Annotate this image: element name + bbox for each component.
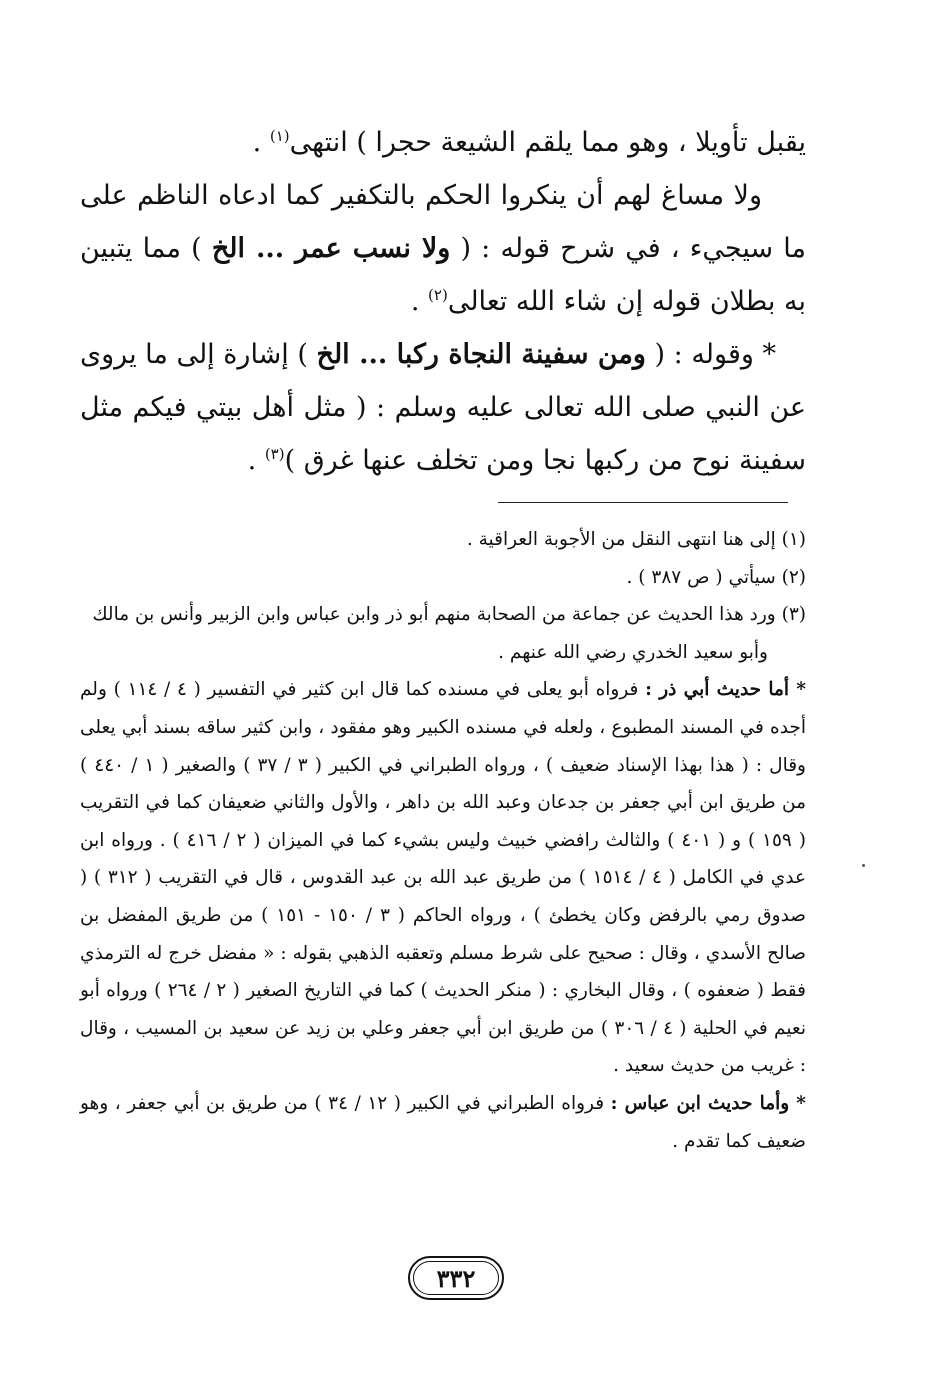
period: . [247, 445, 257, 476]
footnote-subheading: * أما حديث أبي ذر : [645, 679, 806, 701]
footnote-ibn-abbas [80, 1085, 806, 1160]
quoted-verse-2: ومن سفينة النجاة ركبا ... الخ [316, 339, 646, 370]
footnote-1: (١) إلى هنا انتهى النقل من الأجوبة العراقية . [466, 529, 806, 550]
page-number: ٣٣٢ [436, 1263, 476, 1293]
main-paragraph-1 [80, 116, 806, 169]
main-paragraph-3-text-a: * وقوله : ( [654, 339, 777, 370]
main-paragraph-2-text-a: ولا مساغ لهم أن ينكروا الحكم بالتكفير كما ادعاه الناظم على ما سيجيء ، في شرح قوله : ( [80, 180, 806, 264]
footnote-ibn-abbas-text: فرواه الطبراني في الكبير ( ١٢ / ٣٤ ) من طريق بن أبي جعفر ، وهو ضعيف كما تقدم . [80, 1092, 806, 1152]
footnote-2: (٢) سيأتي ( ص ٣٨٧ ) . [626, 566, 806, 588]
footnote-ref-1[interactable]: (١) [269, 127, 290, 145]
scan-speck [862, 864, 865, 867]
footnote-abu-dharr [80, 671, 806, 1085]
period: . [410, 286, 420, 317]
footnote-abu-dharr-text: فرواه أبو يعلى في مسنده كما قال ابن كثير في التفسير ( ٤ / ١١٤ ) ولم أجده في المسند المطبوع ، ولعله في مسنده الكبير وهو مفقود ، وابن كثير ساقه بسند أبي يعلى وقال : ( هذا بهذا الإسناد ضعيف ) ، ورواه الطبراني في الكبير ( ٣ / ٣٧ ) والصغير ( ١ / ٤٤٠ ) من طريق ابن أبي جعفر بن جدعان وعبد الله بن داهر ، والأول والثاني ضعيفان كما في التقريب ( ١٥٩ ) و ( ٤٠١ ) والثالث رافضي خبيث وليس بشيء كما في الميزان ( ٢ / ٤١٦ ) . ورواه ابن عدي في الكامل ( ٤ / ١٥١٤ ) من طريق عبد الله بن عبد القدوس ، قال في التقريب ( ٣١٢ ) ( صدوق رمي بالرفض وكان يخطئ ) ، ورواه الحاكم ( ٣ / ١٥٠ - ١٥١ ) من طريق المفضل بن صالح الأسدي ، وقال : صحيح على شرط مسلم وتعقبه الذهبي بقوله : « مفضل خرج له الترمذي فقط ( ضعفوه ) ، وقال البخاري : ( منكر الحديث ) كما في التاريخ الصغير ( ٢ / ٢٦٤ ) ورواه أبو نعيم في الحلية ( ٤ / ٣٠٦ ) من طريق ابن أبي جعفر وعلي بن زيد عن سعيد بن المسيب ، وقال : غريب من حديث سعيد . [80, 679, 807, 1077]
main-paragraph-1-text: يقبل تأويلا ، وهو مما يلقم الشيعة حجرا ) انتهى [289, 127, 806, 158]
page-number-badge [408, 1256, 504, 1300]
quoted-verse-1: ولا نسب عمر ... الخ [211, 233, 451, 264]
footnote-divider [498, 502, 788, 503]
footnote-ref-2[interactable]: (٢) [428, 286, 448, 304]
main-paragraph-3 [80, 328, 806, 487]
period: . [252, 127, 262, 158]
footnote-3-line-1: (٣) ورد هذا الحديث عن جماعة من الصحابة منهم أبو ذر وابن عباس وابن الزبير وأنس بن مالك [92, 604, 806, 626]
footnote-ref-3[interactable]: (٣) [264, 445, 285, 463]
main-paragraph-2-text-b: ) مما يتبين به بطلان قوله إن شاء الله تعالى [80, 233, 806, 317]
main-paragraph-2 [80, 169, 806, 328]
footnotes [80, 521, 806, 1160]
footnote-3-line-2: وأبو سعيد الخدري رضي الله عنهم . [498, 641, 768, 663]
main-paragraph-3-text-b: ) إشارة إلى ما يروى عن النبي صلى الله تعالى عليه وسلم : ( مثل أهل بيتي فيكم مثل سفينة نوح من ركبها نجا ومن تخلف عنها غرق ) [80, 339, 806, 476]
main-text [80, 116, 806, 487]
footnote-subheading: * وأما حديث ابن عباس : [610, 1092, 806, 1114]
